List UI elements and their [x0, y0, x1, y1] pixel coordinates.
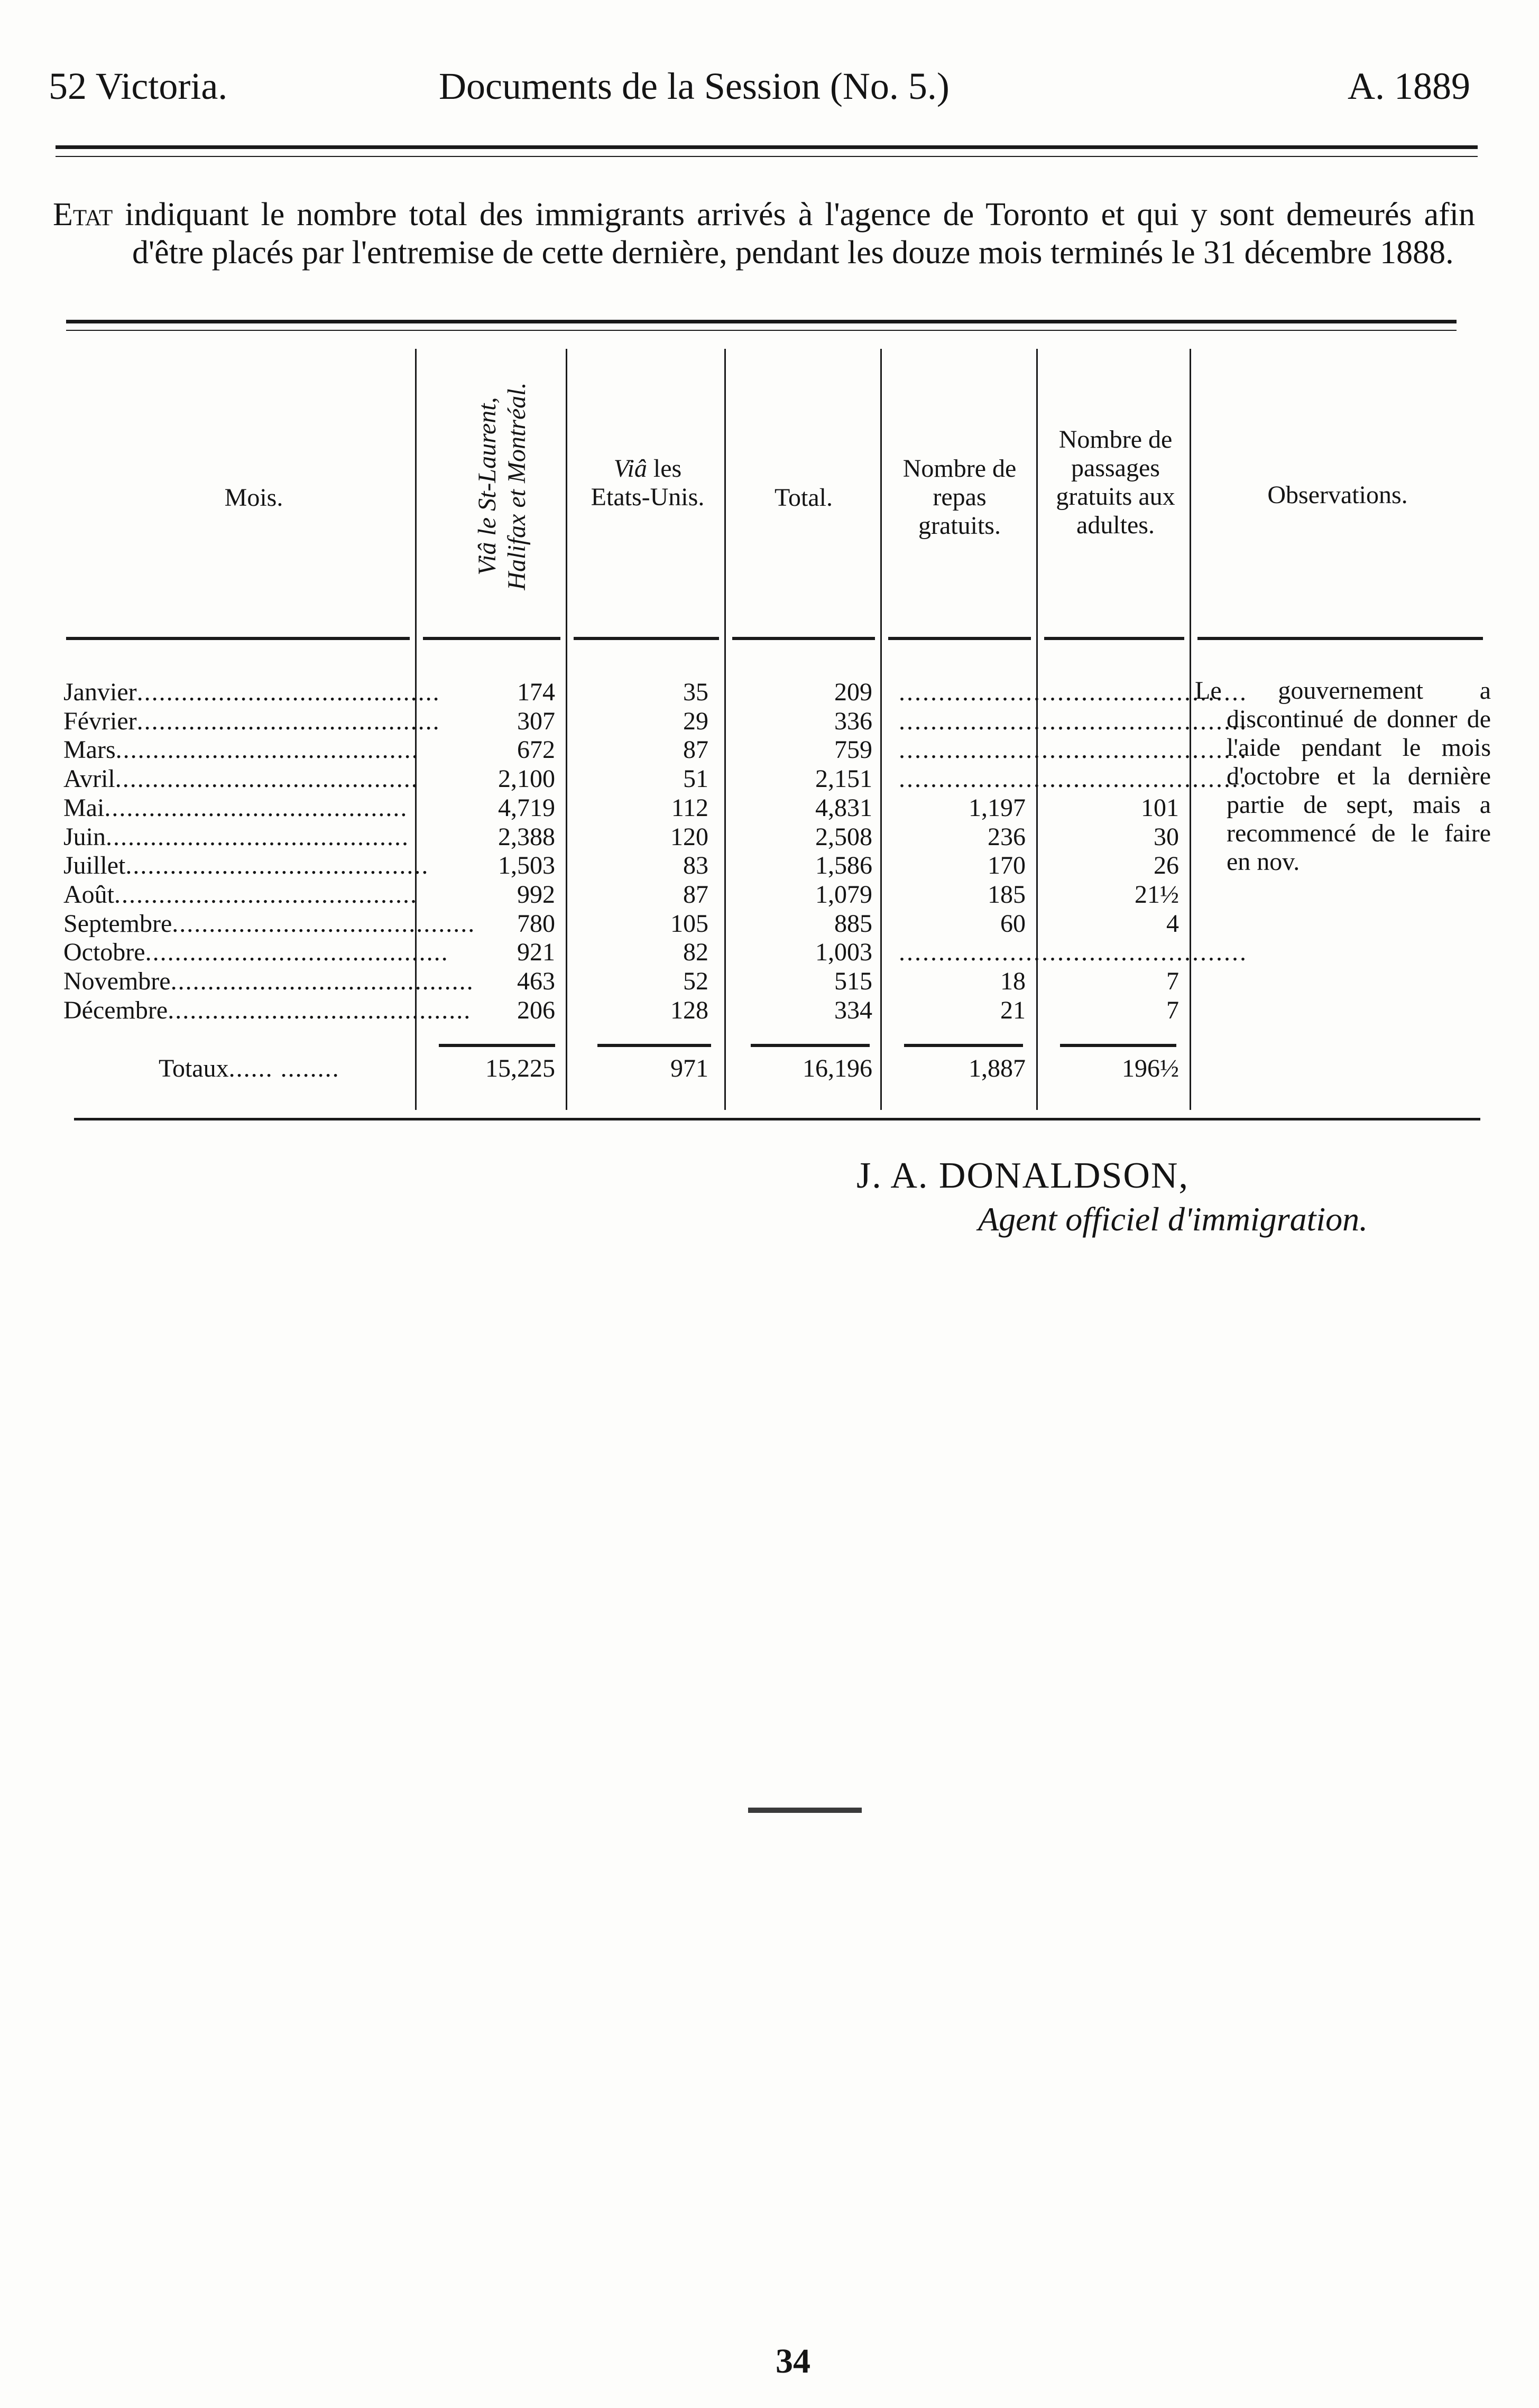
- column-header-total: Total.: [775, 484, 833, 512]
- statement-text: indiquant le nombre total des immigrants arrivés à l'agence de Toronto et qui y sont demeurés afin d'être placés par l'entremise de cette dernière, pendant les douze mois terminés le 31 décembre 1888.: [113, 197, 1475, 271]
- via-st-cell: 174: [517, 678, 555, 706]
- passages-cell: 101: [1141, 793, 1179, 822]
- header-session-year: 52 Victoria.: [49, 65, 228, 107]
- totals-via-st: 15,225: [485, 1054, 555, 1082]
- dot-leader: ........................: [1057, 736, 1248, 764]
- column-header-via-us-rest: les Etats-Unis.: [591, 455, 705, 511]
- header-separator: [1044, 637, 1184, 640]
- table-row: [0, 910, 1539, 938]
- passages-cell: 30: [1154, 822, 1179, 851]
- month-cell: Mai.........................................: [63, 793, 408, 822]
- column-header-month: Mois.: [224, 484, 283, 512]
- meals-cell: 1,197: [969, 793, 1026, 822]
- total-cell: 759: [834, 736, 872, 764]
- month-cell: Janvier.........................................: [63, 678, 440, 706]
- month-cell: Décembre.........................................: [63, 996, 472, 1024]
- via-us-cell: 35: [683, 678, 708, 706]
- meals-cell: 21: [1000, 996, 1026, 1024]
- dot-leader: ........................: [1057, 707, 1248, 735]
- via-st-cell: 4,719: [498, 793, 555, 822]
- signature-name: J. A. DONALDSON,: [856, 1155, 1189, 1196]
- total-cell: 2,508: [815, 822, 872, 851]
- passages-cell: 26: [1154, 851, 1179, 880]
- month-cell: Mars.........................................: [63, 736, 419, 764]
- total-cell: 515: [834, 967, 872, 995]
- total-cell: 1,586: [815, 851, 872, 880]
- statement-intro: [53, 196, 1475, 272]
- table-top-rule-thin: [66, 330, 1457, 331]
- month-cell: Août.........................................: [63, 880, 418, 909]
- via-us-cell: 82: [683, 938, 708, 967]
- month-name: Février: [63, 707, 137, 735]
- meals-cell: 170: [988, 851, 1026, 880]
- header-year: A. 1889: [1348, 65, 1470, 107]
- total-cell: 885: [834, 909, 872, 938]
- column-header-via-us: [587, 455, 708, 512]
- column-header-meals: Nombre de repas gratuits.: [902, 455, 1017, 540]
- month-name: Novembre: [63, 967, 171, 995]
- column-header-via-us-italic: Viâ: [613, 455, 647, 483]
- dot-leader: ........................: [899, 707, 1089, 735]
- totals-separator: [439, 1044, 555, 1047]
- via-st-cell: 307: [517, 707, 555, 735]
- header-separator: [66, 637, 410, 640]
- via-st-cell: 921: [517, 938, 555, 967]
- passages-cell: 7: [1166, 996, 1179, 1024]
- month-name: Octobre: [63, 938, 145, 967]
- total-cell: 1,003: [815, 938, 872, 967]
- meals-cell: 60: [1000, 909, 1026, 938]
- via-us-cell: 112: [671, 793, 708, 822]
- via-st-cell: 780: [517, 909, 555, 938]
- month-name: Avril: [63, 765, 115, 793]
- header-separator: [888, 637, 1031, 640]
- table-top-rule: [66, 320, 1457, 323]
- total-cell: 209: [834, 678, 872, 706]
- total-cell: 336: [834, 707, 872, 735]
- totals-row: [0, 1054, 1539, 1083]
- month-cell: Novembre.........................................: [63, 967, 474, 995]
- via-us-cell: 87: [683, 736, 708, 764]
- dot-leader: ........................: [1057, 678, 1248, 706]
- month-cell: Avril.........................................: [63, 765, 419, 793]
- totals-separator: [1060, 1044, 1176, 1047]
- dot-leader: ........................: [1057, 765, 1248, 793]
- table-row: [0, 996, 1539, 1025]
- column-header-passages: Nombre de passages gratuits aux adultes.: [1056, 425, 1175, 539]
- signature-title: Agent officiel d'immigration.: [978, 1200, 1368, 1238]
- header-rule-thin: [56, 156, 1478, 157]
- column-header-via-st-laurent: [412, 359, 592, 613]
- totals-meals: 1,887: [969, 1054, 1026, 1082]
- dot-leader: ........................: [899, 678, 1089, 706]
- passages-cell: 21½: [1135, 880, 1179, 909]
- month-name: Septembre: [63, 909, 172, 938]
- month-name: Janvier: [63, 678, 137, 706]
- meals-cell: 18: [1000, 967, 1026, 995]
- totals-passages: 196½: [1122, 1054, 1179, 1082]
- month-cell: Octobre.........................................: [63, 938, 449, 967]
- month-name: Mai: [63, 793, 105, 822]
- dot-leader: ........................: [899, 765, 1089, 793]
- table-bottom-rule: [74, 1118, 1480, 1120]
- dot-leader: ........................: [899, 736, 1089, 764]
- via-st-cell: 672: [517, 736, 555, 764]
- via-st-cell: 2,388: [498, 822, 555, 851]
- header-separator: [574, 637, 719, 640]
- month-name: Juin: [63, 822, 106, 851]
- via-st-cell: 463: [517, 967, 555, 995]
- table-row: [0, 938, 1539, 967]
- observations-note: Le gouvernement a discontinué de donner de l'aide pendant le mois d'octobre et la dernière partie de sept, mais a recommencé de le faire en nov.: [1195, 677, 1491, 876]
- via-us-cell: 83: [683, 851, 708, 880]
- column-header-observations: Observations.: [1267, 481, 1408, 509]
- month-cell: Septembre.........................................: [63, 909, 476, 938]
- header-rule-thick: [56, 145, 1478, 149]
- via-us-cell: 87: [683, 880, 708, 909]
- month-name: Mars: [63, 736, 116, 764]
- via-us-cell: 128: [670, 996, 708, 1024]
- month-cell: Juin.........................................: [63, 822, 410, 851]
- totals-via-us: 971: [670, 1054, 708, 1082]
- total-cell: 4,831: [815, 793, 872, 822]
- via-us-cell: 29: [683, 707, 708, 735]
- via-st-cell: 992: [517, 880, 555, 909]
- decorative-divider: [748, 1808, 862, 1813]
- meals-cell: 185: [988, 880, 1026, 909]
- via-us-cell: 51: [683, 765, 708, 793]
- total-cell: 334: [834, 996, 872, 1024]
- header-separator: [423, 637, 560, 640]
- table-row: [0, 881, 1539, 909]
- totals-total: 16,196: [803, 1054, 872, 1082]
- via-st-cell: 2,100: [498, 765, 555, 793]
- meals-cell: 236: [988, 822, 1026, 851]
- header-separator: [1197, 637, 1483, 640]
- header-document-title: Documents de la Session (No. 5.): [439, 65, 950, 107]
- month-cell: Juillet.........................................: [63, 851, 429, 880]
- page-number: 34: [776, 2342, 810, 2381]
- total-cell: 2,151: [815, 765, 872, 793]
- statement-lead-word: Etat: [53, 197, 113, 233]
- via-us-cell: 105: [670, 909, 708, 938]
- via-st-cell: 206: [517, 996, 555, 1024]
- via-st-cell: 1,503: [498, 851, 555, 880]
- passages-cell: 4: [1166, 909, 1179, 938]
- totals-separator: [904, 1044, 1023, 1047]
- via-us-cell: 52: [683, 967, 708, 995]
- totals-separator: [751, 1044, 870, 1047]
- dot-leader: ........................: [1057, 938, 1248, 967]
- total-cell: 1,079: [815, 880, 872, 909]
- dot-leader: ........................: [899, 938, 1089, 967]
- table-row: [0, 967, 1539, 996]
- totals-label: Totaux...... ........: [159, 1054, 340, 1082]
- via-us-cell: 120: [670, 822, 708, 851]
- month-name: Décembre: [63, 996, 168, 1024]
- header-separator: [732, 637, 875, 640]
- column-header-via-st-laurent-text: Viâ le St-Laurent, Halifax et Montréal.: [473, 382, 531, 590]
- totals-separator: [597, 1044, 711, 1047]
- month-name: Juillet: [63, 851, 126, 880]
- month-name: Août: [63, 880, 114, 909]
- month-cell: Février.........................................: [63, 707, 440, 735]
- passages-cell: 7: [1166, 967, 1179, 995]
